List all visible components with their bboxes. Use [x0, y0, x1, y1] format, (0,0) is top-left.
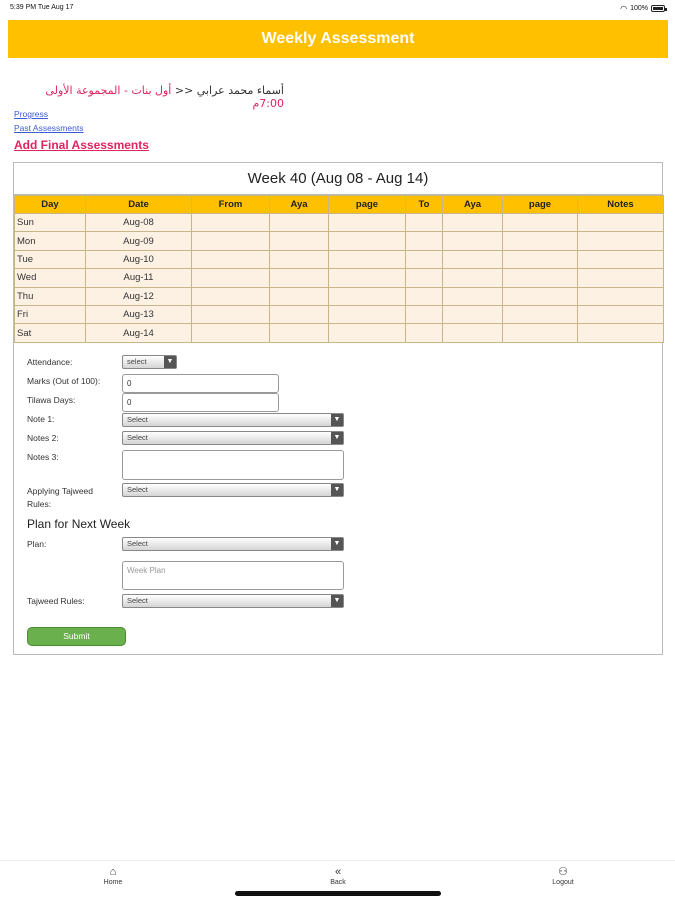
- user-icon: ⚇: [558, 866, 568, 878]
- table-header-row: [15, 196, 664, 214]
- plan-label: Plan:: [27, 539, 47, 549]
- tab-back-label: Back: [330, 879, 346, 886]
- cell-from-aya[interactable]: [270, 214, 329, 232]
- cell-day: Tue: [15, 250, 86, 268]
- col-header-to: To: [406, 196, 443, 214]
- col-header-notes: Notes: [578, 196, 664, 214]
- cell-to[interactable]: [406, 324, 443, 342]
- col-header-date: Date: [86, 196, 192, 214]
- week-plan-textarea[interactable]: Week Plan: [122, 561, 344, 590]
- cell-from-aya[interactable]: [270, 232, 329, 250]
- past-assessments-link[interactable]: Past Assessments: [14, 123, 84, 133]
- plan-next-week-title: Plan for Next Week: [27, 517, 131, 531]
- cell-to-page[interactable]: [503, 305, 578, 323]
- cell-date: Aug-11: [86, 269, 192, 287]
- cell-notes[interactable]: [578, 250, 664, 268]
- back-icon: «: [334, 866, 342, 878]
- note1-select-value: Select: [127, 415, 148, 424]
- cell-from-aya[interactable]: [270, 250, 329, 268]
- col-header-to-page: page: [503, 196, 578, 214]
- cell-to-aya[interactable]: [443, 250, 503, 268]
- cell-from-page[interactable]: [329, 250, 406, 268]
- col-header-from-aya: Aya: [270, 196, 329, 214]
- tajweed-rules-select[interactable]: [122, 594, 344, 608]
- cell-from[interactable]: [192, 305, 270, 323]
- cell-to[interactable]: [406, 269, 443, 287]
- table-row: [15, 214, 664, 232]
- table-row: [15, 305, 664, 323]
- cell-from[interactable]: [192, 287, 270, 305]
- marks-input[interactable]: 0: [122, 374, 279, 393]
- tab-home[interactable]: [83, 865, 143, 886]
- chevron-down-icon: ▼: [331, 484, 343, 496]
- cell-to-page[interactable]: [503, 214, 578, 232]
- cell-from-page[interactable]: [329, 305, 406, 323]
- table-row: [15, 324, 664, 342]
- notes2-select-value: Select: [127, 433, 148, 442]
- cell-to-page[interactable]: [503, 250, 578, 268]
- attendance-label: Attendance:: [27, 357, 73, 367]
- tilawa-days-label: Tilawa Days:: [27, 395, 76, 405]
- cell-from[interactable]: [192, 214, 270, 232]
- tab-logout-label: Logout: [552, 879, 574, 886]
- cell-to-aya[interactable]: [443, 287, 503, 305]
- cell-from-page[interactable]: [329, 324, 406, 342]
- table-row: [15, 287, 664, 305]
- table-row: [15, 250, 664, 268]
- tajweed-rules-label: Tajweed Rules:: [27, 596, 85, 606]
- cell-to[interactable]: [406, 232, 443, 250]
- chevron-down-icon: ▼: [164, 356, 176, 368]
- chevron-down-icon: ▼: [331, 595, 343, 607]
- breadcrumb: [14, 84, 284, 110]
- cell-date: Aug-09: [86, 232, 192, 250]
- marks-label: Marks (Out of 100):: [27, 376, 101, 386]
- cell-from-page[interactable]: [329, 214, 406, 232]
- cell-day: Fri: [15, 305, 86, 323]
- cell-from[interactable]: [192, 250, 270, 268]
- submit-button[interactable]: Submit: [27, 627, 126, 646]
- table-row: [15, 232, 664, 250]
- breadcrumb-group[interactable]: أول بنات - المجموعة الأولى 7:00م: [45, 84, 284, 110]
- attendance-select[interactable]: [122, 355, 177, 369]
- applying-tajweed-select[interactable]: [122, 483, 344, 497]
- tajweed-rules-select-value: Select: [127, 596, 148, 605]
- cell-day: Sun: [15, 214, 86, 232]
- cell-to[interactable]: [406, 287, 443, 305]
- cell-date: Aug-10: [86, 250, 192, 268]
- col-header-day: Day: [15, 196, 86, 214]
- cell-to-aya[interactable]: [443, 269, 503, 287]
- status-right: [620, 4, 665, 13]
- cell-day: Thu: [15, 287, 86, 305]
- cell-date: Aug-13: [86, 305, 192, 323]
- cell-date: Aug-14: [86, 324, 192, 342]
- tilawa-days-input[interactable]: 0: [122, 393, 279, 412]
- col-header-to-aya: Aya: [443, 196, 503, 214]
- cell-to[interactable]: [406, 214, 443, 232]
- cell-notes[interactable]: [578, 305, 664, 323]
- notes3-textarea[interactable]: [122, 450, 344, 480]
- status-time: 5:39 PM Tue Aug 17: [10, 4, 74, 11]
- cell-notes[interactable]: [578, 287, 664, 305]
- cell-notes[interactable]: [578, 214, 664, 232]
- week-title: Week 40 (Aug 08 - Aug 14): [14, 163, 662, 195]
- cell-from-aya[interactable]: [270, 305, 329, 323]
- note1-select[interactable]: [122, 413, 344, 427]
- cell-to[interactable]: [406, 305, 443, 323]
- cell-from-page[interactable]: [329, 287, 406, 305]
- chevron-down-icon: ▼: [331, 432, 343, 444]
- cell-to-page[interactable]: [503, 269, 578, 287]
- cell-from[interactable]: [192, 324, 270, 342]
- cell-from-page[interactable]: [329, 269, 406, 287]
- battery-percent: 100%: [630, 5, 648, 12]
- attendance-select-value: select: [127, 357, 147, 366]
- home-icon: ⌂: [109, 866, 117, 878]
- applying-tajweed-label: Applying Tajweed Rules:: [27, 486, 93, 509]
- tab-home-label: Home: [103, 879, 123, 886]
- cell-from[interactable]: [192, 232, 270, 250]
- notes3-label: Notes 3:: [27, 452, 59, 462]
- cell-to-aya[interactable]: [443, 214, 503, 232]
- cell-day: Sat: [15, 324, 86, 342]
- wifi-icon: ◠: [620, 4, 628, 13]
- add-final-assessments-link[interactable]: Add Final Assessments: [14, 138, 149, 152]
- home-indicator: [235, 891, 441, 896]
- tab-logout[interactable]: [533, 865, 593, 886]
- page-header: Weekly Assessment: [8, 20, 668, 58]
- cell-to-page[interactable]: [503, 287, 578, 305]
- cell-from[interactable]: [192, 269, 270, 287]
- notes2-select[interactable]: [122, 431, 344, 445]
- cell-notes[interactable]: [578, 324, 664, 342]
- notes2-label: Notes 2:: [27, 433, 59, 443]
- progress-link[interactable]: Progress: [14, 109, 49, 119]
- applying-tajweed-select-value: Select: [127, 485, 148, 494]
- cell-from-page[interactable]: [329, 232, 406, 250]
- plan-select-value: Select: [127, 539, 148, 548]
- note1-label: Note 1:: [27, 414, 55, 424]
- cell-date: Aug-08: [86, 214, 192, 232]
- cell-to-page[interactable]: [503, 324, 578, 342]
- chevron-down-icon: ▼: [331, 538, 343, 550]
- col-header-from-page: page: [329, 196, 406, 214]
- cell-notes[interactable]: [578, 232, 664, 250]
- breadcrumb-student: أسماء محمد عرابي: [196, 84, 284, 97]
- status-bar: [0, 0, 675, 18]
- cell-date: Aug-12: [86, 287, 192, 305]
- plan-select[interactable]: [122, 537, 344, 551]
- col-header-from: From: [192, 196, 270, 214]
- table-row: [15, 269, 664, 287]
- cell-from-aya[interactable]: [270, 269, 329, 287]
- breadcrumb-separator: <<: [171, 84, 197, 97]
- cell-from-aya[interactable]: [270, 324, 329, 342]
- battery-icon: [651, 5, 665, 12]
- tab-back[interactable]: [308, 865, 368, 886]
- cell-to-page[interactable]: [503, 232, 578, 250]
- chevron-down-icon: ▼: [331, 414, 343, 426]
- week-table: [14, 195, 664, 343]
- cell-notes[interactable]: [578, 269, 664, 287]
- cell-from-aya[interactable]: [270, 287, 329, 305]
- cell-to[interactable]: [406, 250, 443, 268]
- cell-to-aya[interactable]: [443, 305, 503, 323]
- cell-day: Wed: [15, 269, 86, 287]
- cell-to-aya[interactable]: [443, 324, 503, 342]
- cell-day: Mon: [15, 232, 86, 250]
- cell-to-aya[interactable]: [443, 232, 503, 250]
